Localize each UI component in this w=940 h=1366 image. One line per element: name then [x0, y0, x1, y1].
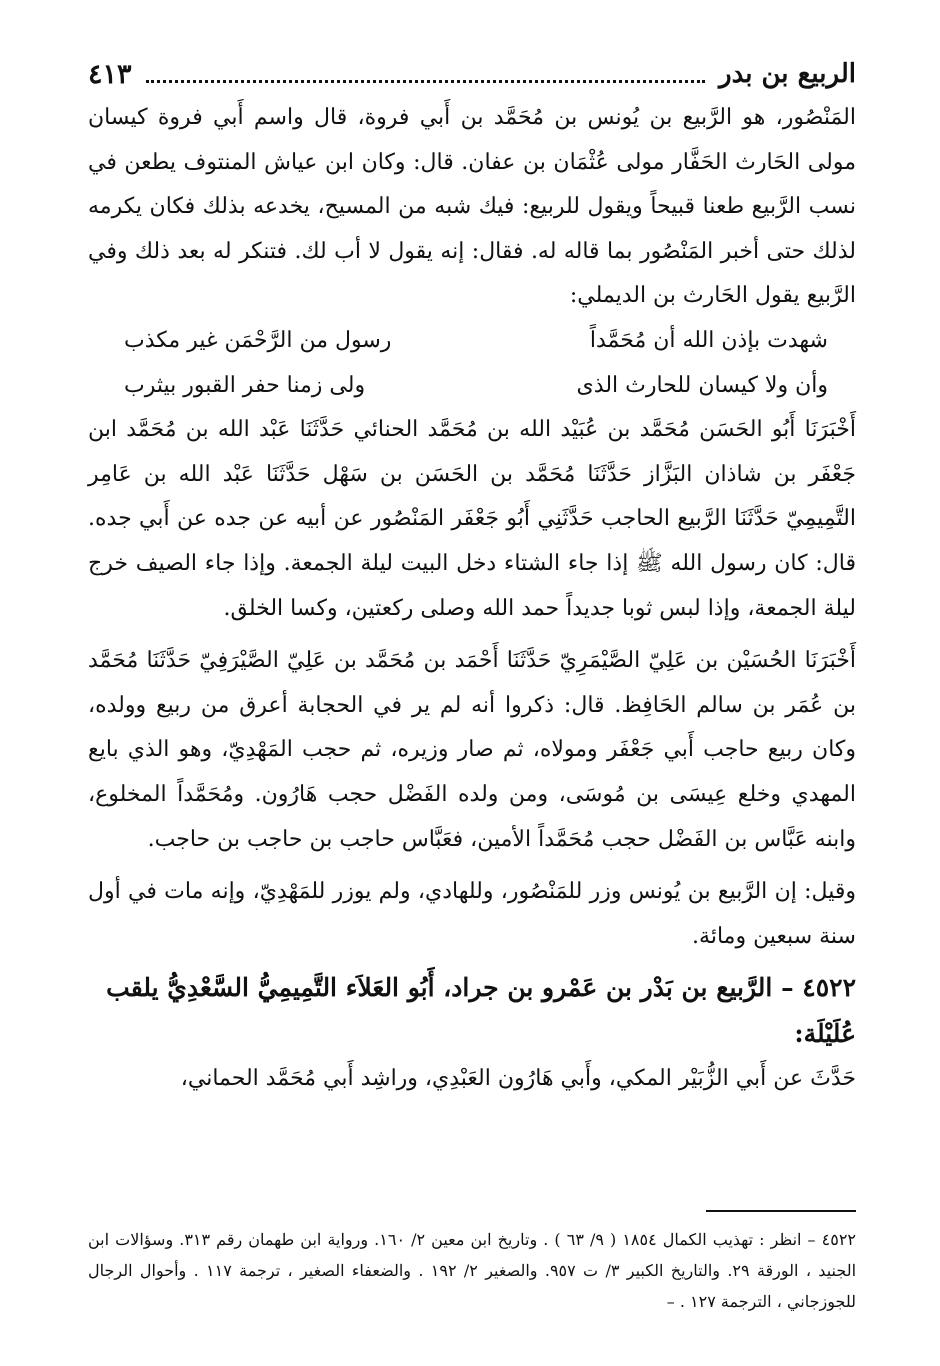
- entry-heading: ٤٥٢٢ – الرَّبيع بن بَدْر بن عَمْرو بن جراد، أَبُو العَلاَء التَّمِيمِيُّ السَّعْدِيُّ يلقب عُلَيْلَة:: [106, 973, 856, 1049]
- book-page: [88, 46, 856, 1336]
- verse-second-hemistich: رسول من الرَّحْمَن غير مكذب: [124, 327, 392, 353]
- paragraph-hijaba: أَخْبَرَنَا الحُسَيْن بن عَلِيّ الصَّيْمَرِيّ حَدَّثَنَا أَحْمَد بن مُحَمَّد بن عَلِيّ الصَّيْرَفِيّ حَدَّثَنَا مُحَمَّد بن عُمَر بن سالم الحَافِظ. قال: ذكروا أنه لم ير في الحجابة أعرق من ربيع وولده، وكان ربيع حاجب أَبي جَعْفَر ومولاه، ثم صار وزيره، ثم حجب المَهْدِيّ، وهو الذي بايع المهدي وخلع عِيسَى بن مُوسَى، ومن ولده الفَضْل حجب هَارُون. ومُحَمَّداً المخلوع، وابنه عَبَّاس بن الفَضْل حجب مُحَمَّداً الأمين، فعَبَّاس حاجب بن حاجب بن حاجب.: [88, 648, 856, 852]
- footnote: ٤٥٢٢ – انظر : تهذيب الكمال ١٨٥٤ ( ٩/ ٦٣ ) . وتاريخ ابن معين ٢/ ١٦٠. ورواية ابن طهمان رقم ٣١٣. وسؤالات ابن الجنيد ، الورقة ٢٩. والتاريخ الكبير ٣/ ت ٩٥٧. والصغير ٢/ ١٩٢ . والضعفاء الصغير ، ترجمة ١١٧ . وأحوال الرجال للجوزجاني ، الترجمة ١٢٧ . –: [88, 1230, 857, 1311]
- paragraph-gap: [88, 862, 856, 870]
- entry-text: حَدَّثَ عن أَبي الزُّبَيْر المكي، وأَبي هَارُون العَبْدِي، وراشِد أَبي مُحَمَّد الحماني،: [180, 1066, 856, 1092]
- verse-second-hemistich: ولى زمنا حفر القبور بيثرب: [124, 372, 366, 398]
- verse-first-hemistich: شهدت بإذن الله أن مُحَمَّداً: [589, 327, 828, 353]
- page-number: ٤١٣: [88, 58, 132, 90]
- running-head: [88, 54, 856, 94]
- paragraph-wizara: وقيل: إن الرَّبيع بن يُونس وزر للمَنْصُور، وللهادي، ولم يوزر للمَهْدِيّ، وإنه مات في أول سنة سبعين ومائة.: [88, 879, 856, 949]
- main-text: [88, 96, 856, 1102]
- running-title: الربيع بن بدر: [719, 59, 856, 89]
- paragraph-hadith-narration: أَخْبَرَنَا أَبُو الحَسَن مُحَمَّد بن عُبَيْد الله بن مُحَمَّد الحنائي حَدَّثَنَا عَبْد الله بن مُحَمَّد ابن جَعْفَر بن شاذان البَزَّاز حَدَّثَنَا مُحَمَّد بن الحَسَن بن سَهْل حَدَّثَنَا عَبْد الله بن عَامِر التَّمِيمِيّ حَدَّثَنَا الرَّبيع الحاجب حَدَّثَنِي أَبُو جَعْفَر المَنْصُور عن أبيه عن جده عن أَبي جده. قال: كان رسول الله ﷺ إذا جاء الشتاء دخل البيت ليلة الجمعة. وإذا جاء الصيف خرج ليلة الجمعة، وإذا لبس ثوبا جديداً حمد الله وصلى ركعتين، وكسا الخلق.: [88, 417, 856, 621]
- paragraph-gap: [88, 631, 856, 639]
- footnote-divider: [706, 1210, 856, 1212]
- verse-line: [88, 319, 856, 364]
- paragraph-rabi-lineage: المَنْصُور، هو الرَّبيع بن يُونس بن مُحَمَّد بن أَبي فروة، قال واسم أَبي فروة كيسان مولى الحَارث الحَفَّار مولى عُثْمَان بن عفان. قال: وكان ابن عياش المنتوف يطعن في نسب الرَّبيع طعنا قبيحاً ويقول للربيع: فيك شبه من المسيح، يخدعه بذلك فكان يكرمه لذلك حتى أخبر المَنْصُور بما قاله له. فقال: إنه يقول لا أب لك. فتنكر له بعد ذلك وفي الرَّبيع يقول الحَارث بن الديملي:: [88, 105, 856, 309]
- verse-line: [88, 364, 856, 409]
- leader-dots: [146, 66, 706, 83]
- verse-first-hemistich: وأن ولا كيسان للحارث الذى: [576, 372, 828, 398]
